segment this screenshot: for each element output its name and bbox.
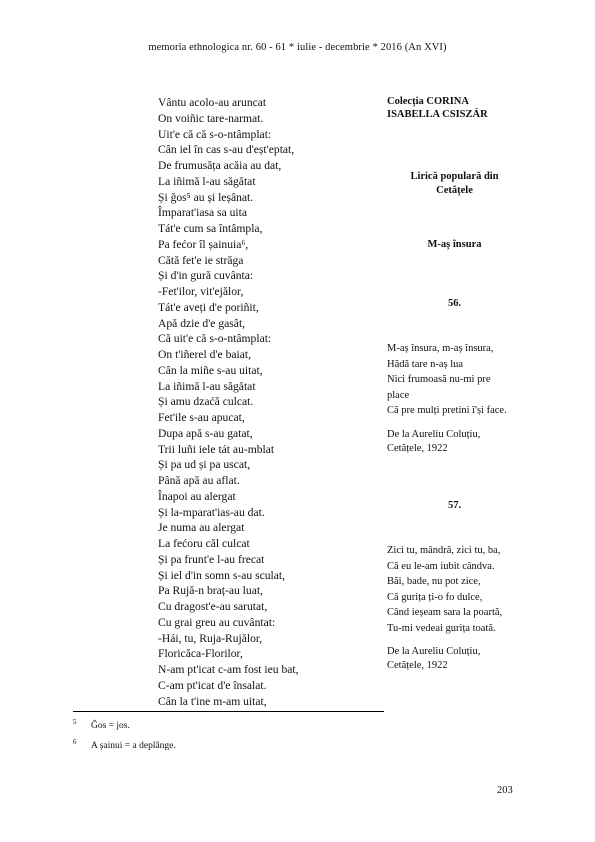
poem-line: C-am pt'icat d'e însalat. (158, 678, 267, 692)
footnote-text: Ğos = jos. (91, 721, 130, 732)
collection-line: Colecția CORINA (387, 96, 469, 107)
song-line: Când ieșeam sara la poartă, (387, 607, 503, 618)
poem-line: Cân la t'ine m-am uitat, (158, 694, 267, 708)
poem-line: Înapoi au alergat (158, 489, 236, 503)
song-text (387, 341, 547, 419)
song-line: Nici frumoasă nu-mi pre (387, 374, 491, 385)
song-line: place (387, 389, 410, 401)
poem-line: La fećoru căl culcat (158, 537, 250, 550)
poem-line: Până apă au aflat. (158, 474, 240, 487)
song-text (387, 543, 547, 636)
poem-line: Vântu acolo-au aruncat (158, 96, 267, 109)
song-source (387, 428, 547, 456)
poem-line: Cân iel în cas s-au d'eșt'eptat, (158, 143, 295, 157)
poem-line: On t'iñerel d'e baiat, (158, 348, 252, 361)
source-line: Cetățele, 1922 (387, 443, 448, 454)
poem-line: Tát'e aveți d'e poriñit, (158, 300, 259, 314)
poem-line: Floricăca-Florilor, (158, 647, 243, 661)
footnote-divider (73, 711, 384, 712)
footnote-marker: 6 (73, 738, 77, 747)
poem-line: Je numa au alergat (158, 521, 245, 535)
poem-line: Uit'e că că s-o-ntâmplat: (158, 127, 272, 141)
poem-line: Tát'e cum sa întâmpla, (158, 222, 263, 235)
poem-line: Și ğos⁵ au și leșânat. (158, 190, 254, 204)
poem-line: Cătă fet'e ie străga (158, 253, 244, 267)
poem-line: -Fet'ilor, vit'ejălor, (158, 285, 244, 298)
poem-line: La iñimă l-au săgătat (158, 174, 256, 188)
poem-line: De frumusăța acăia au dat, (158, 159, 282, 172)
poem-line: Și iel d'in somn s-au sculat, (158, 568, 286, 582)
page-number: 203 (497, 785, 513, 796)
poem-line: Cu dragost'e-au sarutat, (158, 600, 268, 613)
song-line: M-aș însura, m-aș însura, (387, 343, 494, 354)
poem-line: La iñimă l-au săgătat (158, 379, 256, 393)
collection-line: ISABELLA CSISZÁR (387, 109, 488, 120)
footnote (73, 734, 176, 754)
poem-line: -Hái, tu, Ruja-Rujălor, (158, 631, 263, 645)
footnote-marker: 5 (73, 718, 77, 726)
song-line: Că eu le-am iubit cândva. (387, 560, 495, 572)
poem-line: Și d'in gură cuvânta: (158, 269, 254, 283)
poem-line: Cu grai greu au cuvântat: (158, 615, 276, 629)
song-source (387, 645, 547, 673)
poem-line: Și pa ud și pa uscat, (158, 458, 251, 472)
poem-line: Trii luñi iele tát au-mblat (158, 442, 275, 456)
source-line: Cetățele, 1922 (387, 660, 448, 671)
song-number: 56. (447, 298, 462, 309)
poem-line: Apă dzie d'e gasât, (158, 316, 246, 330)
footnote-text: A șainui = a deplânge. (91, 741, 176, 752)
song-line: Zici tu, mândră, zici tu, ba, (387, 545, 501, 556)
poem-line: Și pa frunt'e l-au frecat (158, 552, 265, 566)
song-number: 57. (447, 500, 462, 511)
subtitle-line: Lirică populară din (410, 171, 499, 182)
source-line: De la Aureliu Coluțiu, (387, 646, 481, 657)
poem-line: Împarat'iasa sa uita (158, 206, 248, 220)
song-line: Că pre mulți pretini î'și face. (387, 405, 507, 416)
poem-line: Că uit'e că s-o-ntâmplat: (158, 332, 272, 346)
song-line: Tu-mi vedeai gurița toată. (387, 622, 496, 634)
poem-line: On voiñic tare-narmat. (158, 111, 264, 125)
song-line: Că gurița ți-o fo dulce, (387, 591, 483, 603)
section-title: M-aș însura (427, 239, 482, 250)
running-header: memoria ethnologica nr. 60 - 61 * iulie - decembrie * 2016 (An XVI) (148, 42, 447, 53)
poem-text (158, 95, 388, 709)
poem-line: Cân la miñe s-au uitat, (158, 363, 263, 377)
collection-credit (387, 95, 547, 121)
poem-line: N-am pt'icat c-am fost ieu bat, (158, 663, 299, 676)
poem-line: Pa fećor îl șainuia⁶, (158, 237, 249, 251)
song-line: Băi, bade, nu pot zice, (387, 576, 481, 587)
song-line: Hădă tare n-aș lua (387, 358, 464, 370)
footnote (73, 714, 176, 734)
poem-line: Pa Rujă-n braț-au luat, (158, 584, 263, 598)
footnotes (73, 714, 176, 754)
section-subtitle (387, 170, 522, 198)
source-line: De la Aureliu Coluțiu, (387, 429, 481, 440)
poem-line: Și amu dzaćă culcat. (158, 395, 254, 409)
subtitle-line: Cetățele (436, 185, 473, 196)
poem-line: Dupa apă s-au gatat, (158, 426, 253, 440)
poem-line: Fet'ile s-au apucat, (158, 411, 245, 424)
poem-line: Și la-mparat'ias-au dat. (158, 505, 265, 519)
